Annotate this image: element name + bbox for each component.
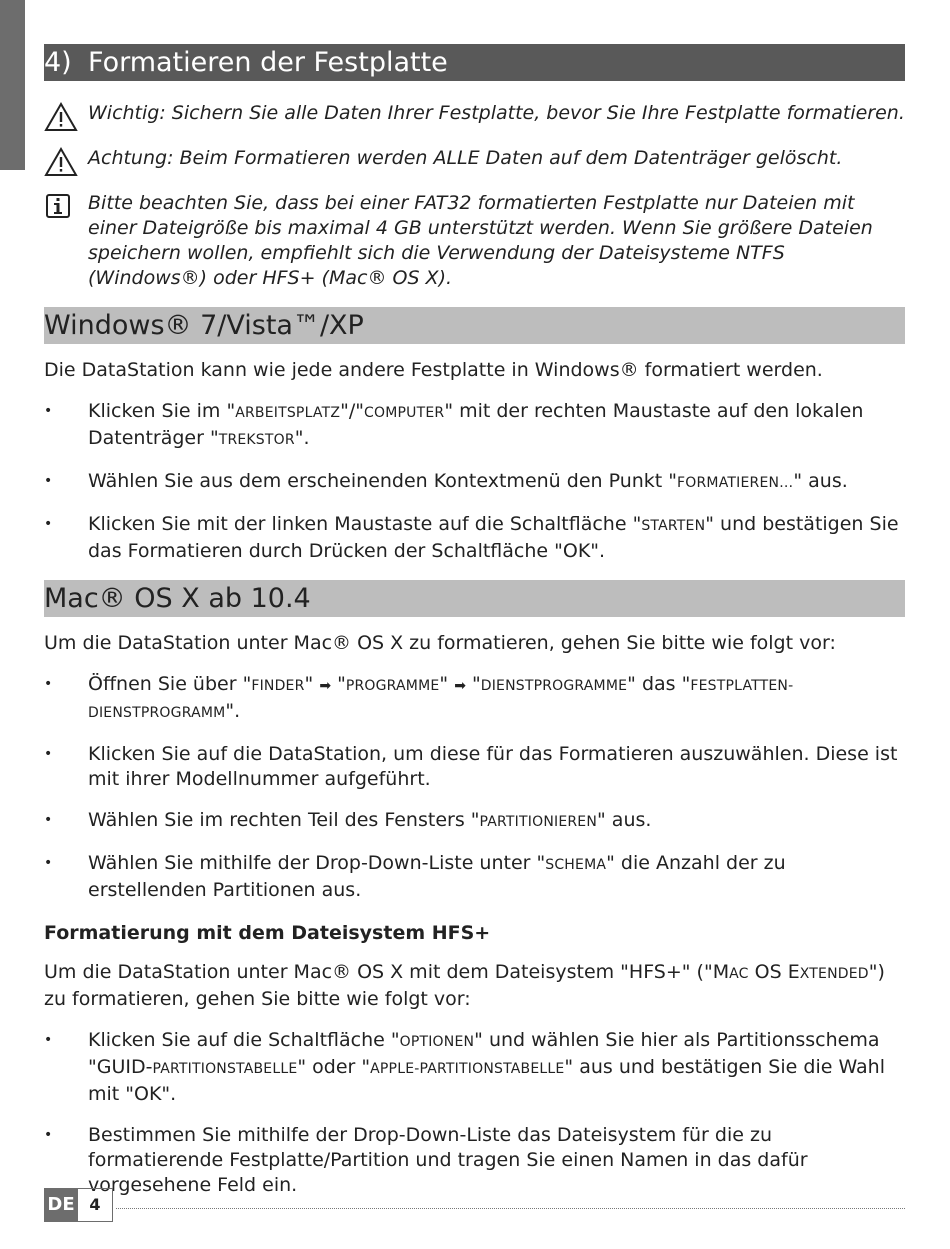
warning-icon (44, 102, 78, 132)
menu-term: APPLE-PARTITIONSTABELLE (370, 1061, 565, 1077)
notice-attention (44, 146, 905, 171)
bullet: • (44, 812, 53, 828)
bullet: • (44, 473, 53, 489)
menu-term: ARBEITSPLATZ (235, 405, 341, 421)
footer-dotted-line (116, 1208, 905, 1209)
menu-term: FINDER (251, 678, 305, 694)
page-number: 4 (78, 1188, 113, 1222)
text: Wählen Sie mithilfe der Drop-Down-Liste unter " (88, 852, 546, 874)
bullet: • (44, 516, 53, 532)
arrow-right-icon: ➡ (319, 678, 332, 694)
text: " die Anzahl der zu erstellenden Partitionen aus. (88, 852, 786, 901)
list-item (44, 1028, 905, 1107)
menu-term: PARTITIONIEREN (479, 814, 598, 830)
warning-icon (44, 147, 78, 177)
text: " aus. (793, 470, 848, 492)
bullet: • (44, 403, 53, 419)
list-item (44, 469, 905, 496)
text: " (439, 673, 455, 695)
menu-term: DIENSTPROGRAMME (480, 678, 628, 694)
side-tab (0, 0, 25, 170)
notice-important (44, 101, 905, 126)
windows-steps (44, 399, 905, 564)
text: ") zu formatieren, gehen Sie bitte wie folgt vor: (44, 961, 885, 1010)
text: Klicken Sie im " (88, 400, 236, 422)
info-icon (44, 192, 78, 222)
section-4-heading (44, 44, 905, 81)
menu-term: PROGRAMME (345, 678, 440, 694)
windows-intro: Die DataStation kann wie jede andere Festplatte in Windows® formatiert werden. (44, 359, 823, 381)
text: " und bestätigen Sie das Formatieren durch Drücken der Schaltfläche "OK". (88, 513, 899, 562)
text: " das " (627, 673, 691, 695)
list-item (44, 672, 905, 726)
text: ". (294, 427, 310, 449)
notice-text: Achtung: Beim Formatieren werden ALLE Daten auf dem Datenträger gelöscht. (88, 147, 843, 169)
menu-term: XTENDED (799, 966, 869, 982)
list-item (44, 742, 905, 792)
mac-intro: Um die DataStation unter Mac® OS X zu formatieren, gehen Sie bitte wie folgt vor: (44, 632, 836, 654)
menu-term: STARTEN (641, 518, 706, 534)
page-content (44, 44, 905, 1198)
arrow-right-icon: ➡ (454, 678, 466, 694)
hfs-intro (44, 960, 905, 1012)
bullet: • (44, 1127, 53, 1143)
text: Klicken Sie mit der linken Maustaste auf die Schaltfläche " (88, 513, 642, 535)
menu-term: PARTITIONSTABELLE (152, 1061, 298, 1077)
section-number: 4) (44, 47, 72, 78)
text: " oder " (297, 1056, 371, 1078)
text: " (331, 673, 346, 695)
notice-text: Bitte beachten Sie, dass bei einer FAT32 formatierten Festplatte nur Dateien mit einer Dateigröße bis maximal 4 GB unterstützt werden. Wenn Sie größere Dateien speichern wollen, empfiehlt sich die Verwendung der Dateisysteme NTFS (Windows®) oder HFS+ (Mac® OS X). (88, 192, 873, 289)
text: Klicken Sie auf die Schaltfläche " (88, 1029, 400, 1051)
bullet: • (44, 746, 53, 762)
list-item (44, 1123, 905, 1198)
notice-info (44, 191, 905, 291)
text: Wählen Sie aus dem erscheinenden Kontextmenü den Punkt " (88, 470, 678, 492)
menu-term: FORMATIEREN… (677, 475, 794, 491)
list-item (44, 851, 905, 903)
text: " aus und bestätigen Sie die Wahl mit "OK". (88, 1056, 885, 1105)
menu-term: TREKSTOR (218, 432, 295, 448)
text: "/" (340, 400, 365, 422)
text: Wählen Sie im rechten Teil des Fensters " (88, 809, 480, 831)
hfs-steps (44, 1028, 905, 1198)
menu-term: SCHEMA (545, 857, 607, 873)
menu-term: OPTIONEN (399, 1034, 475, 1050)
text: " mit der rechten Maustaste auf den lokalen Datenträger " (88, 400, 864, 449)
menu-term: FESTPLATTEN-DIENSTPROGRAMM (88, 678, 794, 721)
notice-text: Wichtig: Sichern Sie alle Daten Ihrer Festplatte, bevor Sie Ihre Festplatte formatieren. (88, 102, 905, 124)
text: Klicken Sie auf die DataStation, um diese für das Formatieren auszuwählen. Diese ist mit ihrer Modellnummer aufgeführt. (88, 743, 898, 790)
mac-steps (44, 672, 905, 903)
hfs-heading: Formatierung mit dem Dateisystem HFS+ (44, 922, 491, 944)
menu-term: COMPUTER (364, 405, 445, 421)
text: Öffnen Sie über " (88, 673, 252, 695)
section-title: Formatieren der Festplatte (88, 47, 448, 78)
list-item (44, 808, 905, 835)
text: " und wählen Sie hier als Partitionsschema "GUID- (88, 1029, 880, 1078)
text: " (465, 673, 481, 695)
bullet: • (44, 1032, 53, 1048)
bullet: • (44, 855, 53, 871)
list-item (44, 399, 905, 453)
bullet: • (44, 676, 53, 692)
text: " aus. (597, 809, 652, 831)
text: ". (225, 700, 241, 722)
text: " (304, 673, 320, 695)
windows-heading: Windows® 7/Vista™/XP (44, 307, 905, 344)
page-footer (44, 1188, 905, 1224)
text: OS E (748, 961, 800, 983)
text: Um die DataStation unter Mac® OS X mit dem Dateisystem "HFS+" ("M (44, 961, 730, 983)
menu-term: AC (729, 966, 749, 982)
list-item (44, 512, 905, 564)
text: Bestimmen Sie mithilfe der Drop-Down-Liste das Dateisystem für die zu formatierende Festplatte/Partition und tragen Sie einen Namen in das dafür vorgesehene Feld ein. (88, 1124, 808, 1196)
mac-heading: Mac® OS X ab 10.4 (44, 580, 905, 617)
language-badge: DE (44, 1188, 78, 1222)
